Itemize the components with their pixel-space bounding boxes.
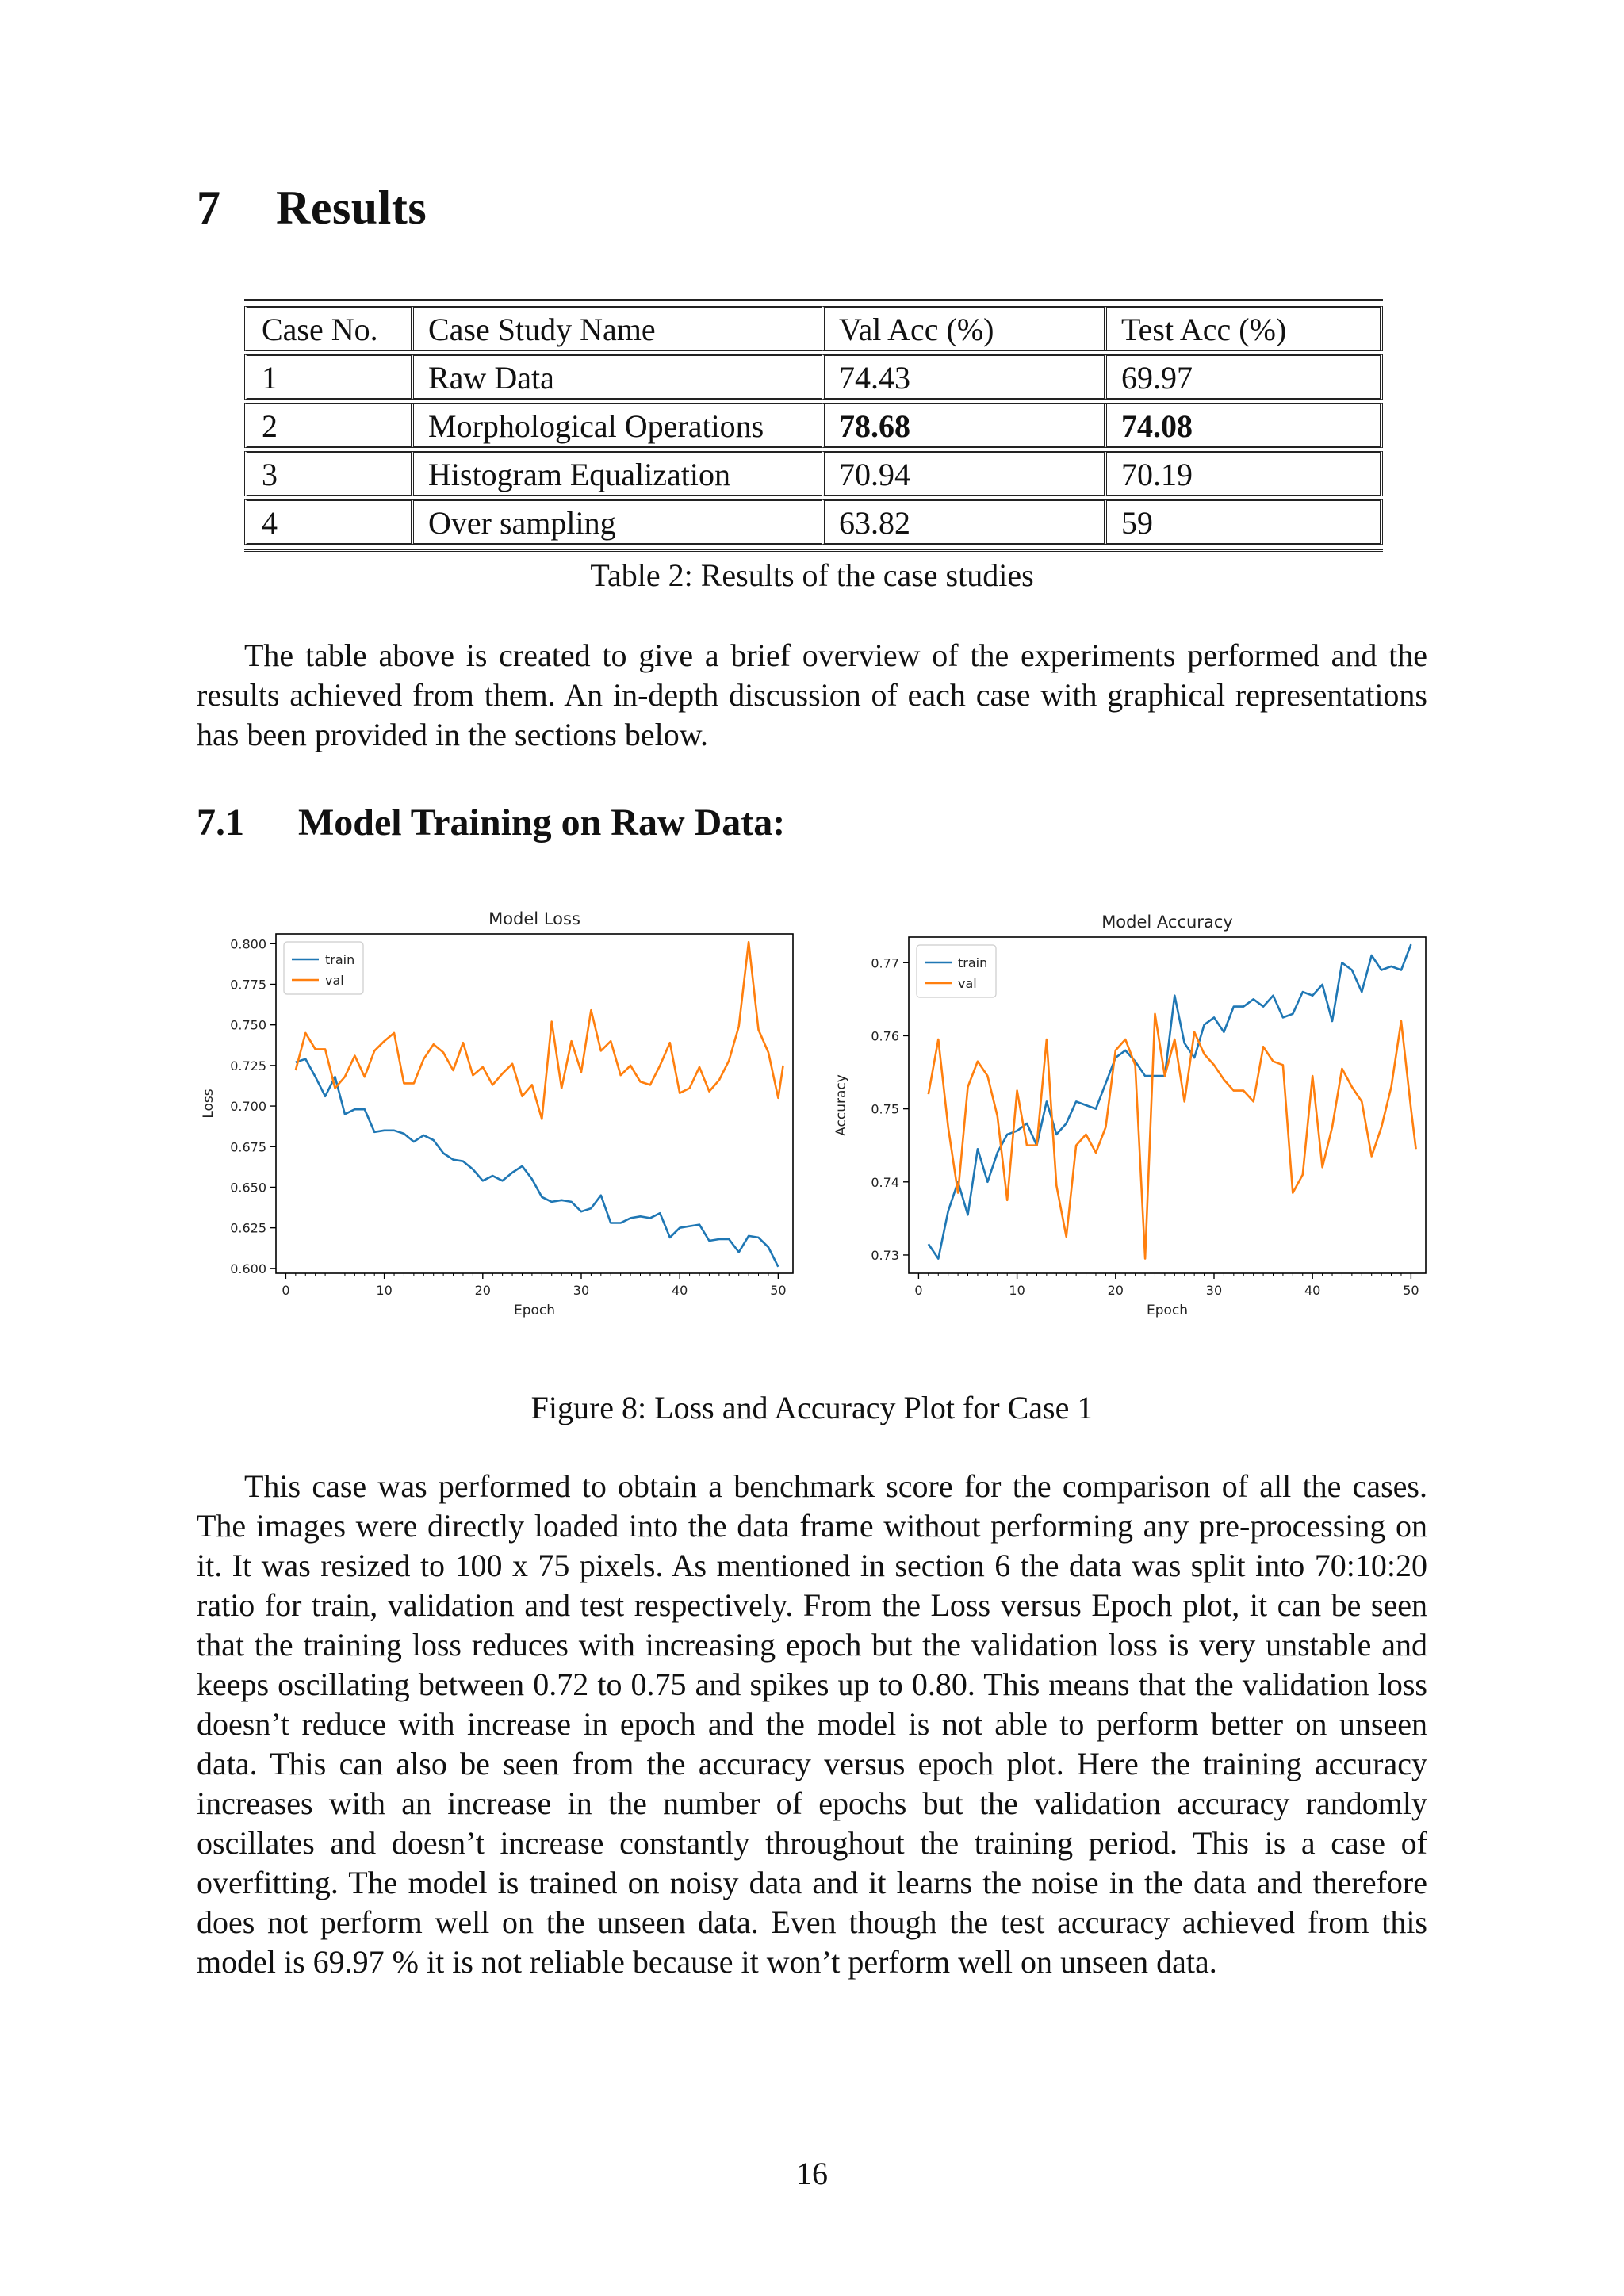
x-tick-label: 0 — [282, 1283, 290, 1298]
chart-title: Model Loss — [488, 909, 580, 928]
legend-label-val: val — [958, 976, 977, 991]
x-tick-label: 20 — [1107, 1283, 1124, 1298]
table-cell: 4 — [244, 499, 411, 545]
figure-caption: Figure 8: Loss and Accuracy Plot for Case 1 — [530, 1390, 1094, 1425]
y-tick-label: 0.700 — [230, 1099, 266, 1115]
table-header-cell: Case Study Name — [411, 306, 822, 351]
section-title: Results — [276, 182, 427, 234]
table-cell-best: 74.08 — [1104, 403, 1383, 448]
x-axis-label: Epoch — [513, 1303, 556, 1318]
y-tick-label: 0.600 — [230, 1261, 266, 1276]
table-cell: 63.82 — [822, 499, 1104, 545]
legend-label-train: train — [958, 955, 988, 970]
legend — [917, 945, 996, 997]
y-tick-label: 0.625 — [230, 1220, 266, 1236]
y-tick-label: 0.75 — [871, 1101, 899, 1117]
x-tick-label: 40 — [672, 1283, 688, 1298]
y-tick-label: 0.725 — [230, 1058, 266, 1073]
subsection-heading — [197, 801, 785, 844]
table-row — [244, 403, 1383, 448]
y-tick-label: 0.675 — [230, 1139, 266, 1155]
table-header-cell: Case No. — [244, 306, 411, 351]
x-tick-label: 0 — [914, 1283, 923, 1298]
table-row — [244, 451, 1383, 496]
results-table — [244, 299, 1383, 552]
table-cell: 3 — [244, 451, 411, 496]
accuracy-chart — [825, 904, 1443, 1356]
table-cell-best: 78.68 — [822, 403, 1104, 448]
table-caption: Table 2: Results of the case studies — [590, 557, 1034, 593]
x-axis-label: Epoch — [1146, 1303, 1189, 1318]
y-tick-label: 0.73 — [871, 1247, 899, 1263]
table-cell: 1 — [244, 354, 411, 400]
table-cell: Raw Data — [411, 354, 822, 400]
table-cell: 70.94 — [822, 451, 1104, 496]
table-cell: 2 — [244, 403, 411, 448]
x-tick-label: 10 — [376, 1283, 393, 1298]
y-tick-label: 0.76 — [871, 1028, 899, 1044]
chart-title: Model Accuracy — [1101, 913, 1233, 932]
table-cell: 59 — [1104, 499, 1383, 545]
y-tick-label: 0.74 — [871, 1174, 899, 1190]
y-axis-label: Accuracy — [833, 1074, 849, 1136]
y-tick-label: 0.775 — [230, 977, 266, 993]
intro-paragraph: The table above is created to give a brief overview of the experiments performed and the results achieved from them. An in-depth discussion of each case with graphical representations has been provided in the sections below. — [197, 637, 1427, 752]
y-tick-label: 0.750 — [230, 1017, 266, 1033]
x-tick-label: 50 — [770, 1283, 787, 1298]
subsection-title: Model Training on Raw Data: — [298, 802, 786, 844]
y-axis-label: Loss — [201, 1089, 216, 1119]
table-cell: 69.97 — [1104, 354, 1383, 400]
page-number: 16 — [796, 2156, 828, 2191]
section-number: 7 — [197, 182, 221, 234]
table-header-cell: Test Acc (%) — [1104, 306, 1383, 351]
table-cell: 70.19 — [1104, 451, 1383, 496]
legend — [284, 942, 363, 994]
table-cell: Morphological Operations — [411, 403, 822, 448]
table-row — [244, 499, 1383, 545]
table-header-cell: Val Acc (%) — [822, 306, 1104, 351]
x-tick-label: 30 — [573, 1283, 590, 1298]
section-heading — [197, 181, 427, 235]
case1-paragraph: This case was performed to obtain a benchmark score for the comparison of all the cases. The images were directly loaded into the data frame without performing any pre-processing on it. It was resized to 100 x 75 pixels. As mentioned in section 6 the data was split into 70:10:20 ratio for train, validation and test respectively. From the Loss versus Epoch plot, it can be seen that the training loss reduces with increasing epoch but the validation loss is very unstable and keeps oscillating between 0.72 to 0.75 and spikes up to 0.80. This means that the validation loss doesn’t reduce with increase in epoch and the model is not able to perform better on unseen data. This can also be seen from the accuracy versus epoch plot. Here the training accuracy increases with an increase in the number of epochs but the validation accuracy randomly oscillates and doesn’t increase constantly throughout the training period. This is a case of overfitting. The model is trained on noisy data and it learns the noise in the data and therefore does not perform well on the unseen data. Even though the test accuracy achieved from this model is 69.97 % it is not reliable because it won’t perform well on unseen data. — [197, 1468, 1427, 1980]
table-cell: 74.43 — [822, 354, 1104, 400]
x-tick-label: 40 — [1304, 1283, 1321, 1298]
subsection-number: 7.1 — [197, 802, 244, 844]
x-tick-label: 50 — [1403, 1283, 1419, 1298]
legend-label-val: val — [325, 973, 344, 988]
table-cell: Over sampling — [411, 499, 822, 545]
table-cell: Histogram Equalization — [411, 451, 822, 496]
y-tick-label: 0.800 — [230, 936, 266, 952]
table-row — [244, 354, 1383, 400]
x-tick-label: 10 — [1009, 1283, 1025, 1298]
table-header-row — [244, 306, 1383, 351]
x-tick-label: 30 — [1205, 1283, 1223, 1298]
y-tick-label: 0.77 — [871, 955, 899, 971]
legend-label-train: train — [325, 952, 355, 967]
y-tick-label: 0.650 — [230, 1180, 266, 1196]
x-tick-label: 20 — [474, 1283, 491, 1298]
loss-chart — [190, 904, 809, 1356]
